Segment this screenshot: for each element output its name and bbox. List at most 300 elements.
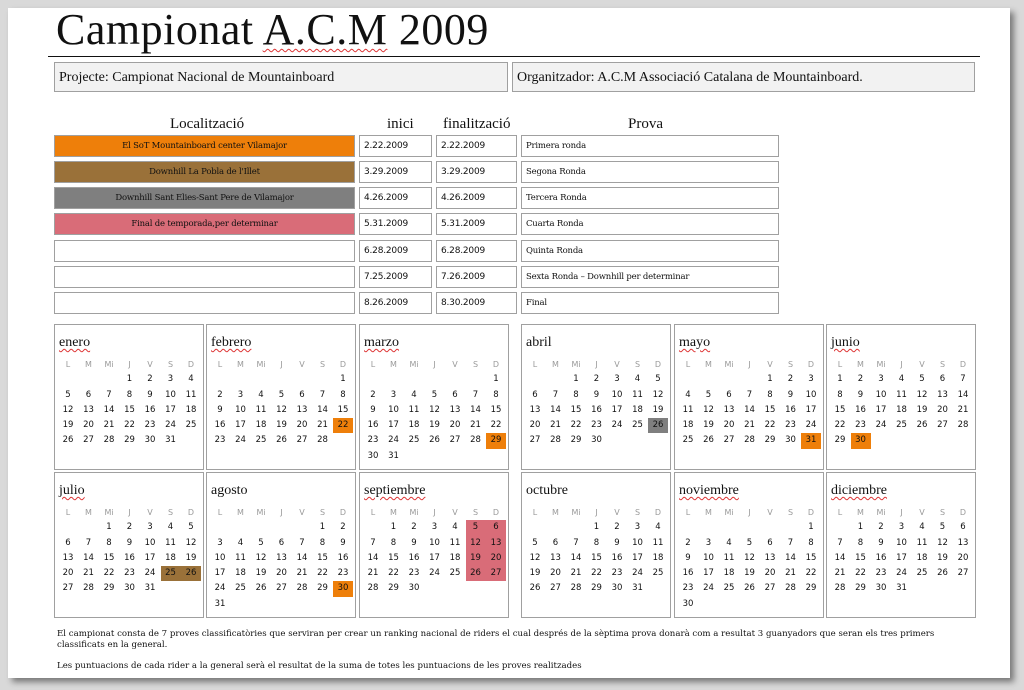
- event-day-cell: 26: [181, 566, 201, 581]
- day-cell: 15: [103, 552, 115, 563]
- day-cell: 7: [787, 537, 794, 548]
- day-cell: 21: [957, 404, 969, 415]
- weekday-label: Mi: [104, 508, 114, 517]
- empty-day-cell: [272, 520, 292, 535]
- day-cell: 23: [144, 420, 156, 431]
- day-cell: 4: [685, 389, 691, 400]
- weekday-label: M: [857, 508, 864, 517]
- day-cell: 18: [449, 552, 461, 563]
- day-cell: 15: [570, 404, 582, 415]
- month-diciembre: [826, 472, 976, 618]
- empty-day-cell: [648, 581, 668, 596]
- day-cell: 17: [632, 552, 643, 563]
- empty-day-cell: [313, 597, 333, 612]
- day-cell: 27: [296, 435, 308, 446]
- month-name: septiembre: [364, 483, 426, 498]
- day-cell: 20: [83, 420, 94, 431]
- day-cell: 10: [611, 389, 623, 400]
- day-cell: 21: [296, 568, 308, 579]
- day-cell: 9: [614, 537, 620, 548]
- title-year: 2009: [387, 5, 489, 54]
- day-cell: 11: [235, 552, 246, 563]
- empty-day-cell: [466, 449, 486, 464]
- day-cell: 27: [449, 435, 461, 446]
- day-cell: 1: [857, 522, 864, 533]
- weekday-label: J: [748, 508, 751, 517]
- header-event: Prova: [628, 116, 663, 132]
- day-cell: 16: [591, 404, 602, 415]
- day-cell: 22: [388, 568, 399, 579]
- event-day-cell: 19: [466, 551, 486, 566]
- day-cell: 12: [916, 389, 928, 400]
- day-cell: 22: [591, 568, 602, 579]
- day-cell: 14: [296, 552, 308, 563]
- month-mayo: [674, 324, 824, 470]
- weekday-label: J: [900, 508, 903, 517]
- day-cell: 18: [723, 568, 735, 579]
- weekday-label: S: [634, 360, 641, 369]
- day-cell: 25: [235, 583, 246, 594]
- day-cell: 17: [805, 404, 817, 415]
- day-cell: 19: [255, 568, 267, 579]
- day-cell: 24: [703, 583, 714, 594]
- empty-day-cell: [892, 433, 912, 448]
- month-septiembre: [359, 472, 509, 618]
- day-cell: 8: [493, 389, 499, 400]
- organizer-box: Organitzador: A.C.M Associació Catalana de Mountainboard.: [512, 62, 975, 92]
- day-cell: 11: [449, 537, 461, 548]
- day-cell: 6: [299, 389, 305, 400]
- day-cell: 18: [896, 404, 907, 415]
- day-cell: 23: [611, 568, 623, 579]
- day-cell: 28: [296, 583, 308, 594]
- day-cell: 28: [570, 583, 582, 594]
- day-cell: 7: [746, 389, 753, 400]
- day-cell: 4: [655, 522, 661, 533]
- weekday-label: M: [857, 360, 864, 369]
- day-cell: 1: [126, 374, 133, 385]
- day-cell: 24: [214, 583, 226, 594]
- day-cell: 13: [764, 552, 776, 563]
- start-date-cell: 7.25.2009: [359, 266, 432, 288]
- weekday-label: M: [237, 508, 244, 517]
- day-cell: 10: [214, 552, 226, 563]
- day-cell: 12: [703, 404, 714, 415]
- weekday-label: S: [787, 508, 794, 517]
- empty-day-cell: [210, 372, 230, 387]
- empty-day-cell: [363, 520, 383, 535]
- day-cell: 2: [370, 389, 376, 400]
- day-cell: 21: [367, 568, 379, 579]
- day-cell: 13: [296, 404, 308, 415]
- day-cell: 3: [898, 522, 905, 533]
- weekday-label: S: [939, 508, 946, 517]
- weekday-label: J: [595, 360, 598, 369]
- day-cell: 24: [235, 435, 246, 446]
- day-cell: 5: [278, 389, 285, 400]
- day-cell: 12: [652, 389, 664, 400]
- day-cell: 23: [124, 568, 135, 579]
- start-date-cell: 4.26.2009: [359, 187, 432, 209]
- weekday-label: M: [237, 360, 244, 369]
- month-agosto: [206, 472, 356, 618]
- day-cell: 31: [896, 583, 907, 594]
- title-prefix: Campionat: [56, 5, 263, 54]
- weekday-label: S: [319, 360, 326, 369]
- day-cell: 11: [723, 552, 735, 563]
- month-grid: [55, 357, 203, 449]
- day-cell: 7: [299, 537, 305, 548]
- day-cell: 1: [593, 522, 600, 533]
- month-enero: [54, 324, 204, 470]
- start-date-cell: 8.26.2009: [359, 292, 432, 314]
- empty-day-cell: [231, 520, 251, 535]
- day-cell: 30: [785, 435, 796, 446]
- empty-day-cell: [466, 372, 486, 387]
- weekday-label: J: [900, 360, 903, 369]
- month-grid: [55, 505, 203, 597]
- day-cell: 28: [103, 435, 115, 446]
- day-cell: 13: [937, 389, 948, 400]
- month-grid: [207, 505, 355, 612]
- day-cell: 10: [235, 404, 246, 415]
- day-cell: 5: [655, 374, 661, 385]
- day-cell: 8: [573, 389, 579, 400]
- day-cell: 6: [65, 537, 71, 548]
- weekday-label: V: [452, 360, 458, 369]
- day-cell: 28: [785, 583, 796, 594]
- day-cell: 21: [470, 420, 481, 431]
- day-cell: 15: [834, 404, 846, 415]
- day-cell: 4: [411, 389, 417, 400]
- empty-day-cell: [801, 597, 821, 612]
- day-cell: 23: [214, 435, 226, 446]
- day-cell: 4: [258, 389, 264, 400]
- day-cell: 4: [726, 537, 732, 548]
- day-cell: 21: [550, 420, 561, 431]
- day-cell: 26: [276, 435, 287, 446]
- day-cell: 28: [367, 583, 379, 594]
- end-date-cell: 4.26.2009: [436, 187, 517, 209]
- empty-day-cell: [648, 433, 668, 448]
- day-cell: 15: [490, 404, 502, 415]
- day-cell: 28: [317, 435, 328, 446]
- empty-day-cell: [760, 597, 780, 612]
- day-cell: 14: [957, 389, 969, 400]
- day-cell: 8: [593, 537, 600, 548]
- day-cell: 10: [896, 537, 907, 548]
- event-day-cell: 30: [851, 433, 871, 448]
- month-octubre: [521, 472, 671, 618]
- month-grid: [827, 357, 975, 449]
- day-cell: 15: [764, 404, 776, 415]
- event-cell: Segona Ronda: [521, 161, 779, 183]
- day-cell: 14: [83, 552, 94, 563]
- day-cell: 13: [449, 404, 461, 415]
- day-cell: 9: [147, 389, 153, 400]
- day-cell: 25: [916, 568, 928, 579]
- empty-day-cell: [425, 449, 445, 464]
- day-cell: 20: [276, 568, 287, 579]
- day-cell: 22: [124, 420, 135, 431]
- weekday-label: V: [614, 360, 620, 369]
- day-cell: 9: [593, 389, 600, 400]
- day-cell: 31: [144, 583, 156, 594]
- day-cell: 1: [390, 522, 397, 533]
- weekday-label: V: [919, 360, 925, 369]
- empty-day-cell: [525, 520, 545, 535]
- day-cell: 30: [682, 598, 694, 609]
- weekday-label: J: [280, 360, 283, 369]
- day-cell: 9: [685, 552, 691, 563]
- day-cell: 30: [591, 435, 602, 446]
- day-cell: 18: [652, 552, 664, 563]
- month-name: enero: [59, 335, 91, 350]
- day-cell: 15: [337, 404, 349, 415]
- weekday-label: V: [614, 508, 620, 517]
- weekday-label: D: [959, 360, 967, 369]
- start-date-cell: 3.29.2009: [359, 161, 432, 183]
- empty-day-cell: [231, 597, 251, 612]
- day-cell: 9: [857, 389, 864, 400]
- day-cell: 25: [185, 420, 197, 431]
- footer-paragraph-2: Les puntuacions de cada rider a la general serà el resultat de la suma de totes les puntuacions de les proves realitzades: [57, 661, 582, 671]
- day-cell: 26: [703, 435, 714, 446]
- day-cell: 3: [167, 374, 174, 385]
- day-cell: 10: [388, 404, 399, 415]
- event-day-cell: 13: [486, 536, 506, 551]
- weekday-label: D: [187, 360, 195, 369]
- day-cell: 4: [919, 522, 925, 533]
- day-cell: 10: [144, 537, 156, 548]
- empty-day-cell: [58, 372, 78, 387]
- day-cell: 19: [703, 420, 714, 431]
- weekday-label: L: [837, 508, 843, 517]
- day-cell: 20: [764, 568, 776, 579]
- day-cell: 2: [217, 389, 223, 400]
- day-cell: 27: [723, 435, 735, 446]
- weekday-label: J: [128, 508, 131, 517]
- day-cell: 29: [834, 435, 846, 446]
- day-cell: 25: [632, 420, 643, 431]
- empty-day-cell: [161, 581, 181, 596]
- day-cell: 18: [235, 568, 246, 579]
- event-day-cell: 12: [466, 536, 486, 551]
- month-grid: [360, 505, 508, 597]
- day-cell: 18: [408, 420, 420, 431]
- empty-day-cell: [719, 372, 739, 387]
- weekday-label: D: [492, 360, 500, 369]
- weekday-label: D: [492, 508, 500, 517]
- day-cell: 12: [529, 552, 541, 563]
- weekday-label: M: [390, 360, 397, 369]
- day-cell: 11: [632, 389, 643, 400]
- day-cell: 28: [744, 435, 755, 446]
- day-cell: 2: [340, 522, 346, 533]
- day-cell: 27: [957, 568, 969, 579]
- day-cell: 18: [916, 552, 928, 563]
- end-date-cell: 8.30.2009: [436, 292, 517, 314]
- empty-day-cell: [607, 433, 627, 448]
- day-cell: 28: [83, 583, 94, 594]
- start-date-cell: 2.22.2009: [359, 135, 432, 157]
- day-cell: 21: [103, 420, 115, 431]
- day-cell: 24: [611, 420, 623, 431]
- weekday-label: V: [767, 508, 773, 517]
- day-cell: 26: [744, 583, 755, 594]
- weekday-label: Mi: [724, 360, 734, 369]
- day-cell: 1: [106, 522, 112, 533]
- day-cell: 29: [764, 435, 776, 446]
- weekday-label: D: [339, 508, 347, 517]
- day-cell: 14: [367, 552, 379, 563]
- empty-day-cell: [363, 372, 383, 387]
- weekday-label: M: [390, 508, 397, 517]
- day-cell: 7: [472, 389, 479, 400]
- empty-day-cell: [292, 372, 312, 387]
- day-cell: 12: [276, 404, 287, 415]
- month-name: junio: [831, 335, 860, 350]
- day-cell: 12: [937, 537, 948, 548]
- day-cell: 22: [103, 568, 115, 579]
- event-day-cell: 20: [486, 551, 506, 566]
- day-cell: 2: [593, 374, 600, 385]
- month-noviembre: [674, 472, 824, 618]
- day-cell: 13: [957, 537, 969, 548]
- day-cell: 26: [429, 435, 440, 446]
- day-cell: 30: [144, 435, 156, 446]
- weekday-label: S: [939, 360, 946, 369]
- day-cell: 23: [367, 435, 379, 446]
- day-cell: 14: [744, 404, 755, 415]
- weekday-label: M: [552, 360, 559, 369]
- day-cell: 22: [855, 568, 866, 579]
- location-cell: El SoT Mountainboard center Vilamajor: [54, 135, 355, 157]
- empty-day-cell: [231, 372, 251, 387]
- day-cell: 24: [632, 568, 643, 579]
- month-grid: [675, 357, 823, 449]
- day-cell: 20: [296, 420, 308, 431]
- day-cell: 12: [62, 404, 74, 415]
- day-cell: 11: [896, 389, 907, 400]
- empty-day-cell: [404, 449, 424, 464]
- day-cell: 1: [319, 522, 326, 533]
- empty-day-cell: [953, 581, 973, 596]
- day-cell: 25: [449, 568, 461, 579]
- day-cell: 25: [723, 583, 735, 594]
- day-cell: 19: [529, 568, 541, 579]
- day-cell: 24: [805, 420, 817, 431]
- event-day-cell: 31: [801, 433, 821, 448]
- day-cell: 27: [83, 435, 94, 446]
- empty-day-cell: [933, 581, 953, 596]
- weekday-label: D: [187, 508, 195, 517]
- month-name: diciembre: [831, 483, 887, 498]
- location-cell: Downhill Sant Elies-Sant Pere de Vilamajor: [54, 187, 355, 209]
- day-cell: 23: [785, 420, 796, 431]
- day-cell: 2: [685, 537, 691, 548]
- weekday-label: L: [65, 360, 71, 369]
- day-cell: 3: [614, 374, 620, 385]
- weekday-label: L: [65, 508, 71, 517]
- day-cell: 15: [317, 552, 328, 563]
- weekday-label: J: [748, 360, 751, 369]
- day-cell: 13: [723, 404, 735, 415]
- weekday-label: L: [217, 508, 223, 517]
- empty-day-cell: [719, 520, 739, 535]
- day-cell: 7: [960, 374, 966, 385]
- empty-day-cell: [628, 433, 648, 448]
- weekday-label: Mi: [876, 360, 886, 369]
- day-cell: 3: [237, 389, 244, 400]
- weekday-label: V: [919, 508, 925, 517]
- empty-day-cell: [486, 449, 506, 464]
- day-cell: 3: [147, 522, 153, 533]
- day-cell: 29: [591, 583, 602, 594]
- day-cell: 14: [317, 404, 328, 415]
- day-cell: 23: [875, 568, 887, 579]
- day-cell: 18: [682, 420, 694, 431]
- day-cell: 2: [857, 374, 864, 385]
- day-cell: 8: [319, 537, 326, 548]
- day-cell: 19: [916, 404, 928, 415]
- day-cell: 27: [529, 435, 541, 446]
- weekday-label: J: [433, 508, 436, 517]
- day-cell: 30: [408, 583, 420, 594]
- empty-day-cell: [333, 433, 353, 448]
- day-cell: 29: [317, 583, 328, 594]
- day-cell: 18: [255, 420, 267, 431]
- day-cell: 29: [103, 583, 115, 594]
- day-cell: 20: [529, 420, 541, 431]
- day-cell: 21: [317, 420, 328, 431]
- day-cell: 13: [529, 404, 541, 415]
- event-cell: Sexta Ronda – Downhill per determinar: [521, 266, 779, 288]
- day-cell: 16: [144, 404, 156, 415]
- day-cell: 7: [573, 537, 579, 548]
- empty-day-cell: [210, 520, 230, 535]
- day-cell: 26: [937, 568, 948, 579]
- day-cell: 12: [429, 404, 440, 415]
- month-grid: [207, 357, 355, 449]
- weekday-label: S: [167, 508, 174, 517]
- day-cell: 19: [185, 552, 197, 563]
- event-day-cell: 27: [486, 566, 506, 581]
- day-cell: 30: [611, 583, 623, 594]
- day-cell: 31: [165, 435, 176, 446]
- empty-day-cell: [466, 581, 486, 596]
- day-cell: 19: [429, 420, 440, 431]
- weekday-label: S: [472, 360, 479, 369]
- day-cell: 3: [431, 522, 438, 533]
- event-day-cell: 6: [486, 520, 506, 535]
- day-cell: 31: [632, 583, 643, 594]
- day-cell: 7: [319, 389, 326, 400]
- empty-day-cell: [871, 433, 891, 448]
- day-cell: 24: [896, 568, 907, 579]
- day-cell: 12: [185, 537, 197, 548]
- empty-day-cell: [719, 597, 739, 612]
- weekday-label: S: [319, 508, 326, 517]
- event-cell: Tercera Ronda: [521, 187, 779, 209]
- day-cell: 6: [939, 374, 946, 385]
- empty-day-cell: [58, 520, 78, 535]
- event-cell: Quinta Ronda: [521, 240, 779, 262]
- day-cell: 7: [552, 389, 559, 400]
- weekday-label: M: [552, 508, 559, 517]
- empty-day-cell: [384, 372, 404, 387]
- empty-day-cell: [251, 597, 271, 612]
